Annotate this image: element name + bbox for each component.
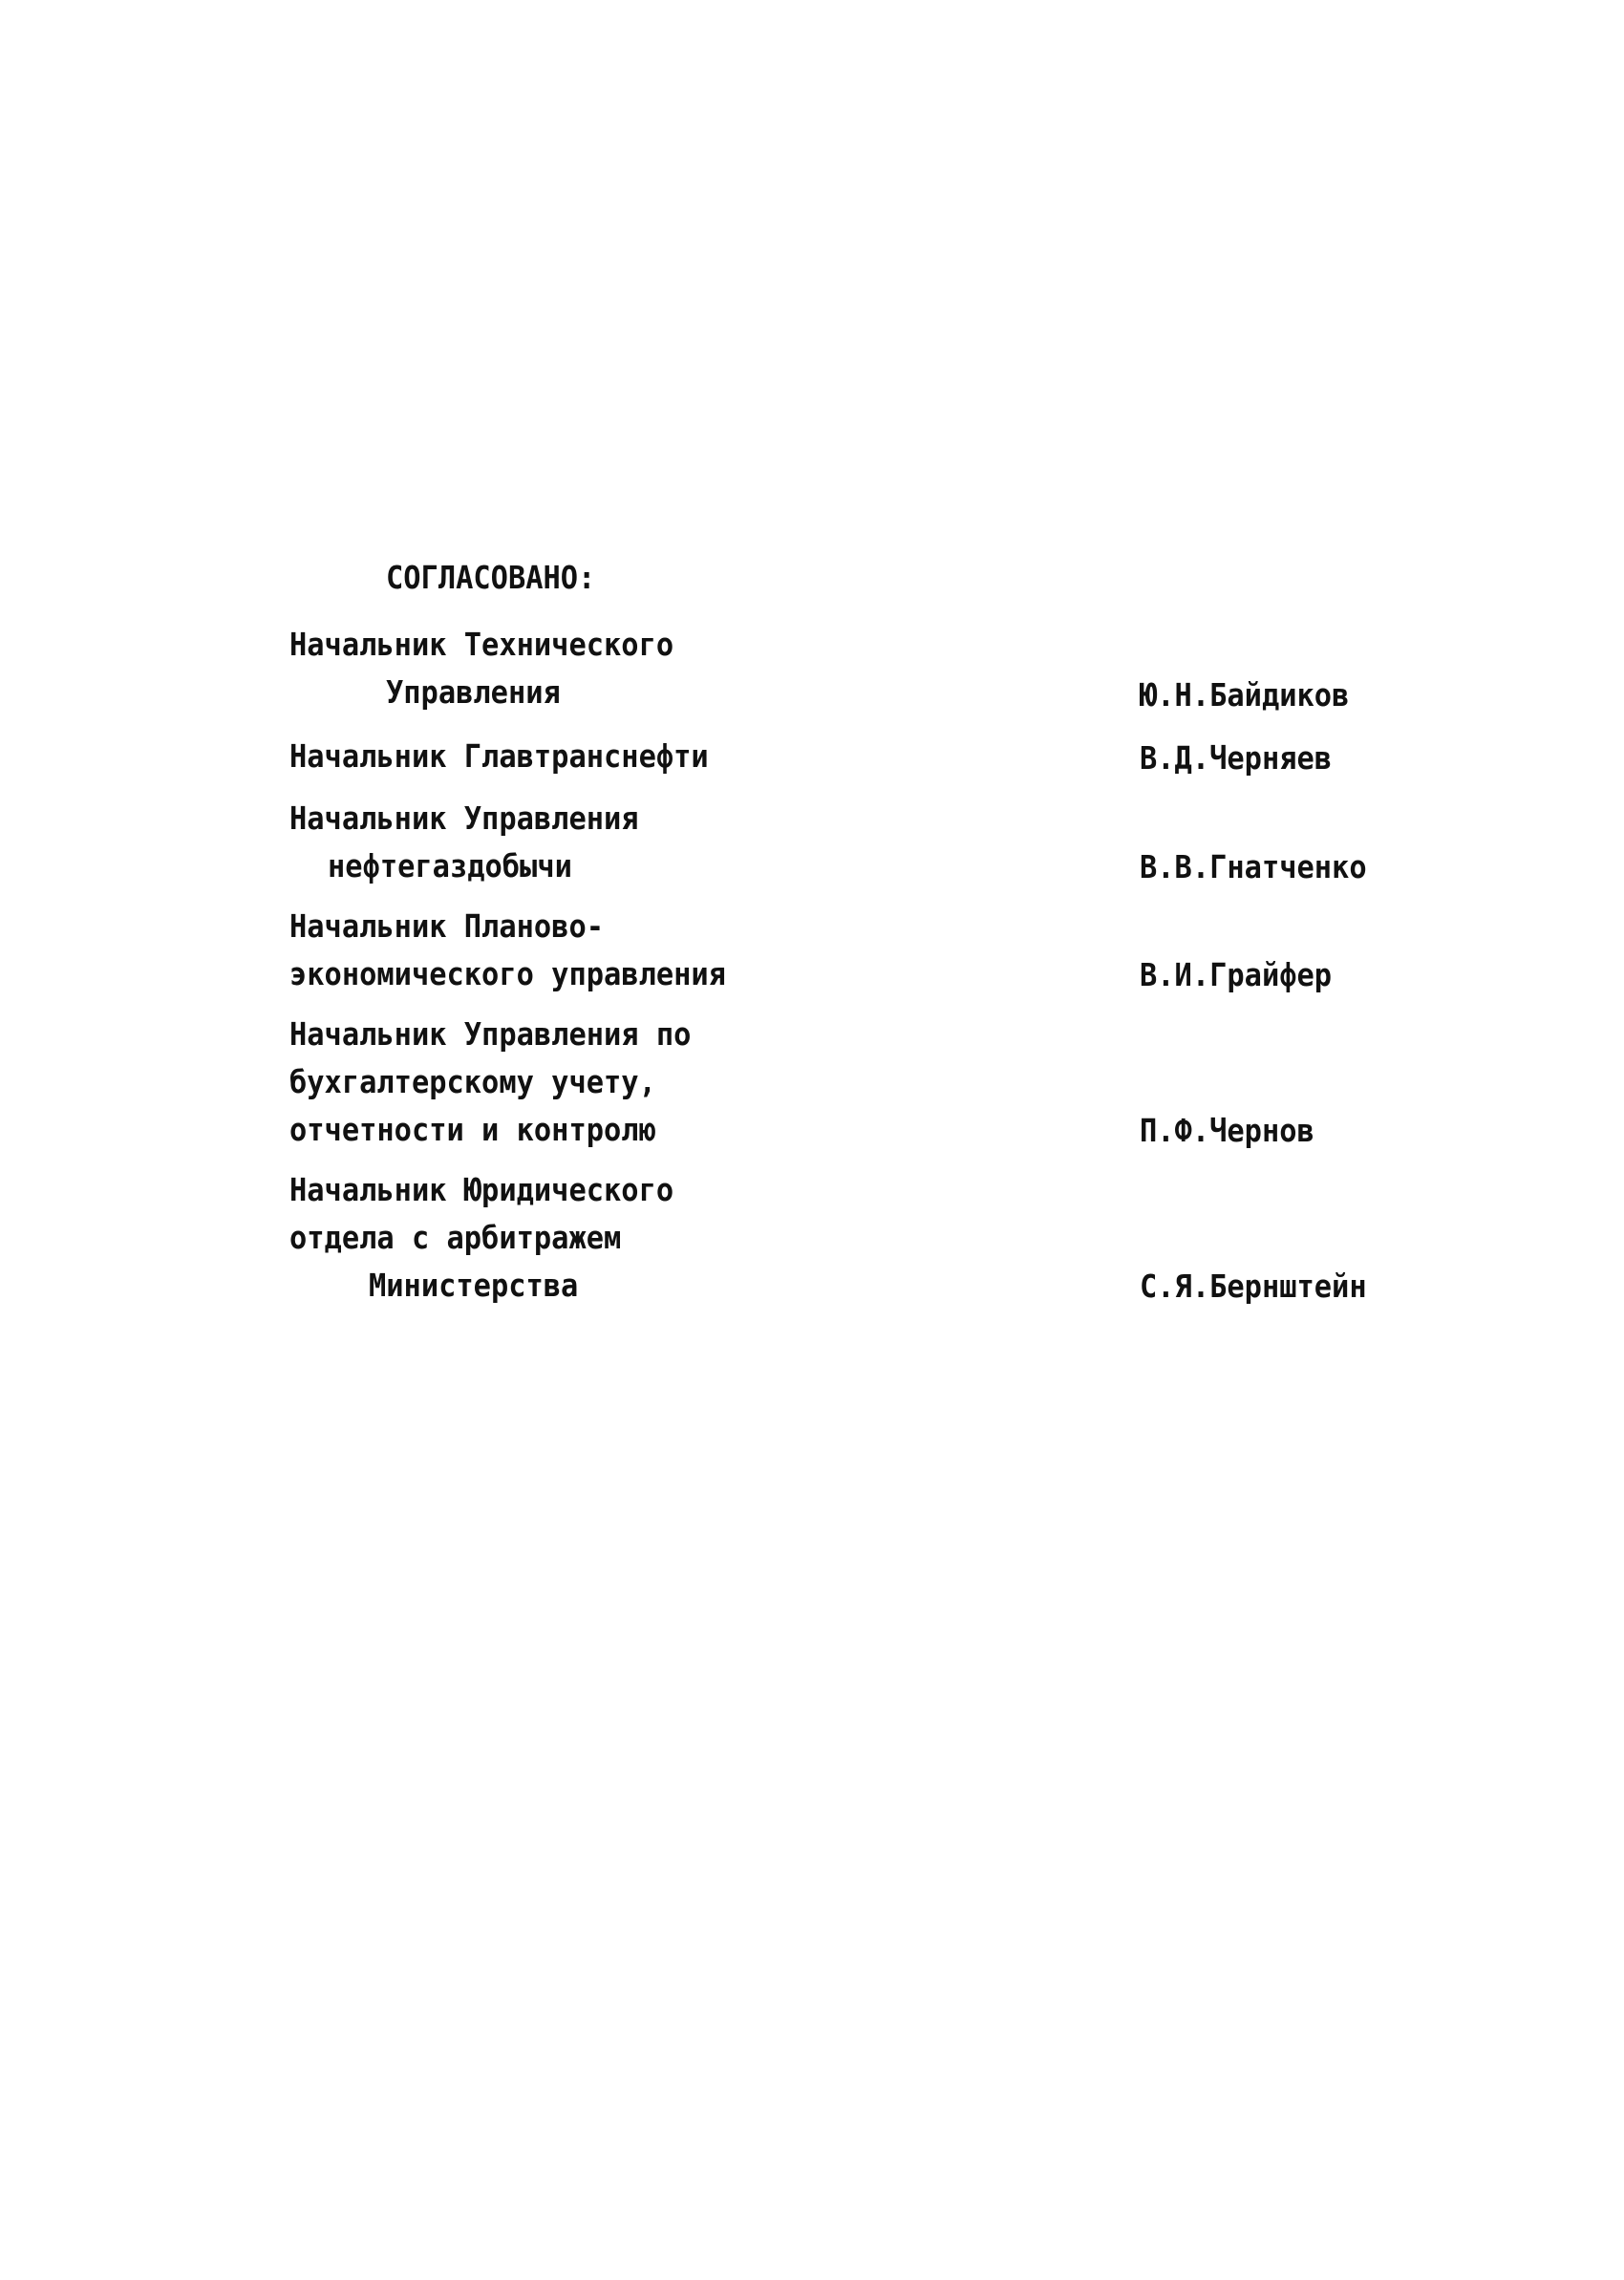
signatory-name: С.Я.Бернштейн xyxy=(1140,1268,1367,1305)
signatory-name: П.Ф.Чернов xyxy=(1140,1112,1314,1149)
approval-heading: СОГЛАСОВАНО: xyxy=(386,559,596,596)
position-line: бухгалтерскому учету, xyxy=(289,1063,656,1100)
position-line: нефтегаздобычи xyxy=(328,847,572,884)
position-line: Начальник Планово- xyxy=(289,907,605,945)
position-line: отдела с арбитражем xyxy=(289,1219,622,1256)
position-line: Управления xyxy=(386,673,561,711)
position-line: Начальник Технического xyxy=(289,626,674,663)
signatory-name: В.И.Грайфер xyxy=(1140,956,1333,993)
signatory-name: Ю.Н.Байдиков xyxy=(1140,676,1350,714)
position-line: Начальник Управления xyxy=(289,799,639,837)
position-line: отчетности и контролю xyxy=(289,1111,656,1148)
position-line: Министерства xyxy=(369,1267,579,1304)
signatory-name: В.Д.Черняев xyxy=(1140,739,1333,777)
signatory-name: В.В.Гнатченко xyxy=(1140,848,1367,885)
position-line: Начальник Главтранснефти xyxy=(289,737,709,775)
position-line: экономического управления xyxy=(289,955,726,992)
position-line: Начальник Юридического xyxy=(289,1171,674,1208)
position-line: Начальник Управления по xyxy=(289,1015,692,1053)
